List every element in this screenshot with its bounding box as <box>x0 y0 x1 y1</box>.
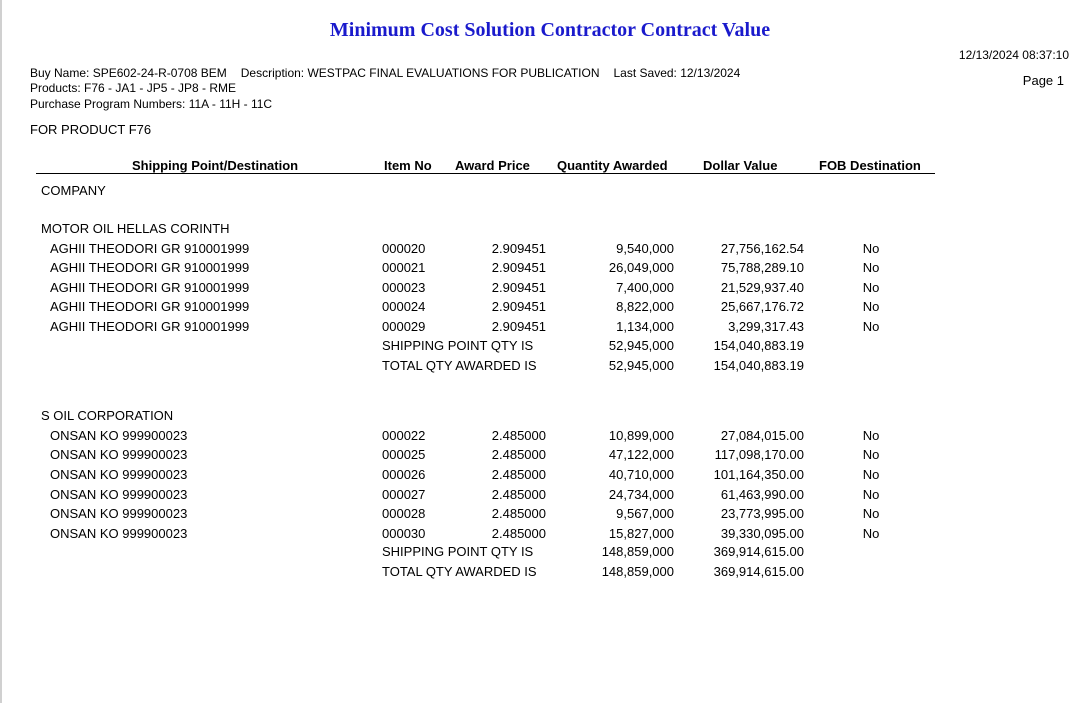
buy-info-line <box>30 66 740 80</box>
total-label: TOTAL QTY AWARDED IS <box>382 358 537 373</box>
dollar-value: 75,788,289.10 <box>720 260 804 275</box>
col-header-price: Award Price <box>455 158 530 173</box>
award-price: 2.485000 <box>491 487 546 502</box>
contractor-name: MOTOR OIL HELLAS CORINTH <box>41 221 230 236</box>
last-saved: Last Saved: 12/13/2024 <box>613 66 741 80</box>
report-timestamp: 12/13/2024 08:37:10 <box>958 48 1069 62</box>
award-price: 2.485000 <box>491 526 546 541</box>
quantity-awarded: 26,049,000 <box>608 260 674 275</box>
shipping-point: ONSAN KO 999900023 <box>50 467 188 482</box>
page-number: Page 1 <box>1022 73 1064 88</box>
total-dollar: 369,914,615.00 <box>713 564 804 579</box>
award-price: 2.485000 <box>491 447 546 462</box>
dollar-value: 27,084,015.00 <box>720 428 804 443</box>
fob-destination: No <box>862 467 880 482</box>
award-price: 2.485000 <box>491 428 546 443</box>
fob-destination: No <box>862 241 880 256</box>
award-price: 2.909451 <box>491 280 546 295</box>
award-price: 2.909451 <box>491 299 546 314</box>
award-price: 2.485000 <box>491 506 546 521</box>
col-header-fob: FOB Destination <box>819 158 921 173</box>
item-no: 000027 <box>382 487 426 502</box>
total-qty: 52,945,000 <box>608 358 674 373</box>
shipping-point: ONSAN KO 999900023 <box>50 447 188 462</box>
item-no: 000020 <box>382 241 426 256</box>
subtotal-dollar: 154,040,883.19 <box>713 338 804 353</box>
award-price: 2.909451 <box>491 241 546 256</box>
item-no: 000029 <box>382 319 426 334</box>
quantity-awarded: 8,822,000 <box>616 299 674 314</box>
shipping-point: ONSAN KO 999900023 <box>50 526 188 541</box>
fob-destination: No <box>862 319 880 334</box>
item-no: 000021 <box>382 260 426 275</box>
quantity-awarded: 1,134,000 <box>616 319 674 334</box>
product-heading: FOR PRODUCT F76 <box>30 122 152 137</box>
item-no: 000022 <box>382 428 426 443</box>
page-edge <box>0 0 2 703</box>
dollar-value: 101,164,350.00 <box>713 467 804 482</box>
quantity-awarded: 9,540,000 <box>616 241 674 256</box>
dollar-value: 117,098,170.00 <box>714 447 804 462</box>
shipping-point: AGHII THEODORI GR 910001999 <box>50 319 250 334</box>
fob-destination: No <box>862 447 880 462</box>
header-rule <box>36 173 935 174</box>
quantity-awarded: 15,827,000 <box>608 526 674 541</box>
contractor-name: S OIL CORPORATION <box>41 408 174 423</box>
item-no: 000025 <box>382 447 426 462</box>
item-no: 000028 <box>382 506 426 521</box>
item-no: 000023 <box>382 280 426 295</box>
shipping-point: AGHII THEODORI GR 910001999 <box>50 299 250 314</box>
company-label: COMPANY <box>41 183 106 198</box>
item-no: 000030 <box>382 526 426 541</box>
fob-destination: No <box>862 526 880 541</box>
fob-destination: No <box>862 299 880 314</box>
shipping-point: ONSAN KO 999900023 <box>50 428 188 443</box>
shipping-point: AGHII THEODORI GR 910001999 <box>50 260 250 275</box>
col-header-qty: Quantity Awarded <box>557 158 668 173</box>
total-label: TOTAL QTY AWARDED IS <box>382 564 537 579</box>
subtotal-label: SHIPPING POINT QTY IS <box>382 338 534 353</box>
fob-destination: No <box>862 260 880 275</box>
item-no: 000026 <box>382 467 426 482</box>
quantity-awarded: 9,567,000 <box>616 506 674 521</box>
subtotal-label: SHIPPING POINT QTY IS <box>382 544 534 559</box>
dollar-value: 61,463,990.00 <box>720 487 804 502</box>
award-price: 2.909451 <box>491 319 546 334</box>
total-qty: 148,859,000 <box>601 564 674 579</box>
quantity-awarded: 10,899,000 <box>608 428 674 443</box>
dollar-value: 21,529,937.40 <box>720 280 804 295</box>
fob-destination: No <box>862 280 880 295</box>
award-price: 2.909451 <box>491 260 546 275</box>
col-header-item: Item No <box>384 158 432 173</box>
buy-description: Description: WESTPAC FINAL EVALUATIONS FOR PUBLICATION <box>240 66 600 80</box>
subtotal-qty: 148,859,000 <box>601 544 674 559</box>
dollar-value: 23,773,995.00 <box>720 506 804 521</box>
award-price: 2.485000 <box>491 467 546 482</box>
dollar-value: 3,299,317.43 <box>728 319 804 334</box>
total-dollar: 154,040,883.19 <box>713 358 804 373</box>
fob-destination: No <box>862 506 880 521</box>
shipping-point: AGHII THEODORI GR 910001999 <box>50 280 250 295</box>
dollar-value: 39,330,095.00 <box>720 526 804 541</box>
dollar-value: 25,667,176.72 <box>720 299 804 314</box>
quantity-awarded: 40,710,000 <box>608 467 674 482</box>
subtotal-dollar: 369,914,615.00 <box>713 544 804 559</box>
col-header-shipping: Shipping Point/Destination <box>132 158 299 173</box>
shipping-point: ONSAN KO 999900023 <box>50 487 188 502</box>
buy-name: Buy Name: SPE602-24-R-0708 BEM <box>30 66 227 80</box>
shipping-point: AGHII THEODORI GR 910001999 <box>50 241 250 256</box>
shipping-point: ONSAN KO 999900023 <box>50 506 188 521</box>
quantity-awarded: 7,400,000 <box>616 280 674 295</box>
dollar-value: 27,756,162.54 <box>720 241 804 256</box>
products-line: Products: F76 - JA1 - JP5 - JP8 - RME <box>30 81 237 95</box>
subtotal-qty: 52,945,000 <box>608 338 674 353</box>
fob-destination: No <box>862 428 880 443</box>
program-numbers-line: Purchase Program Numbers: 11A - 11H - 11C <box>30 97 273 111</box>
col-header-dollar: Dollar Value <box>703 158 778 173</box>
report-title: Minimum Cost Solution Contractor Contract Value <box>329 19 771 41</box>
quantity-awarded: 47,122,000 <box>608 447 674 462</box>
fob-destination: No <box>862 487 880 502</box>
quantity-awarded: 24,734,000 <box>608 487 674 502</box>
item-no: 000024 <box>382 299 426 314</box>
